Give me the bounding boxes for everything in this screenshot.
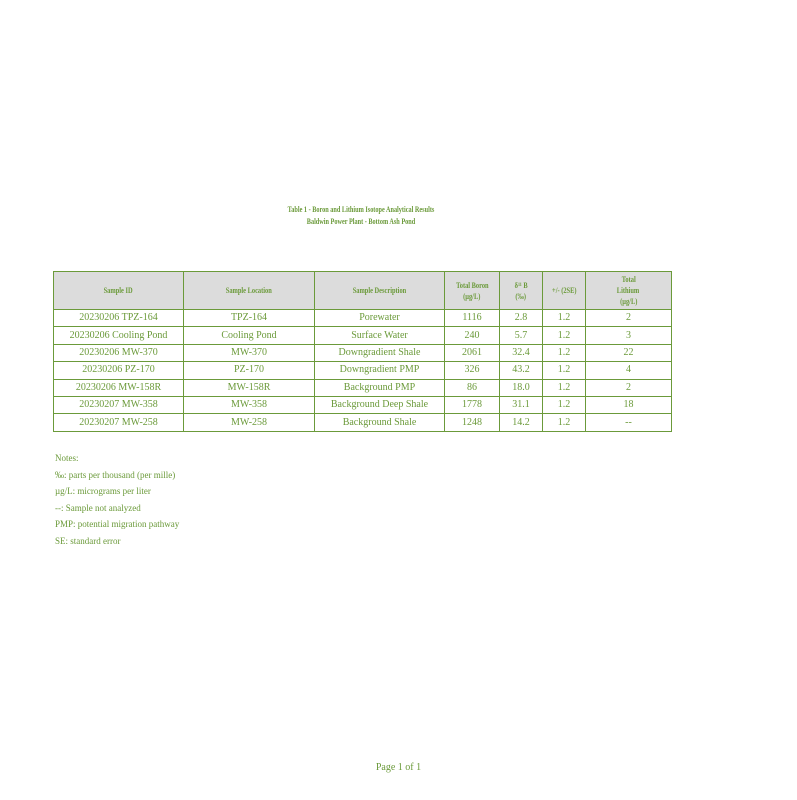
cell-delta: 5.7 xyxy=(500,327,543,344)
header-se: +/- (2SE) xyxy=(543,272,586,310)
cell-description: Background Deep Shale xyxy=(315,396,445,413)
cell-sample-id: 20230206 MW-158R xyxy=(54,379,184,396)
table-row xyxy=(54,362,672,379)
cell-se: 1.2 xyxy=(543,362,586,379)
cell-location: MW-158R xyxy=(184,379,315,396)
cell-delta: 14.2 xyxy=(500,414,543,431)
cell-location: MW-358 xyxy=(184,396,315,413)
cell-delta: 32.4 xyxy=(500,344,543,361)
cell-description: Background PMP xyxy=(315,379,445,396)
table-row xyxy=(54,396,672,413)
notes-heading: Notes: xyxy=(55,453,79,463)
cell-boron: 1778 xyxy=(445,396,500,413)
page-number: Page 1 of 1 xyxy=(375,762,422,773)
cell-lithium: 22 xyxy=(586,344,672,361)
cell-location: MW-370 xyxy=(184,344,315,361)
note-item: --: Sample not analyzed xyxy=(55,502,141,513)
cell-location: MW-258 xyxy=(184,414,315,431)
cell-location: PZ-170 xyxy=(184,362,315,379)
table-row xyxy=(54,327,672,344)
table-row xyxy=(54,310,672,327)
cell-sample-id: 20230206 PZ-170 xyxy=(54,362,184,379)
table-title-line1: Table 1 - Boron and Lithium Isotope Analytical Results xyxy=(287,205,435,214)
cell-sample-id: 20230206 MW-370 xyxy=(54,344,184,361)
cell-description: Downgradient Shale xyxy=(315,344,445,361)
notes-section xyxy=(55,450,179,549)
table-row xyxy=(54,344,672,361)
cell-description: Background Shale xyxy=(315,414,445,431)
cell-delta: 31.1 xyxy=(500,396,543,413)
cell-boron: 2061 xyxy=(445,344,500,361)
cell-se: 1.2 xyxy=(543,310,586,327)
cell-boron: 1248 xyxy=(445,414,500,431)
cell-description: Surface Water xyxy=(315,327,445,344)
cell-boron: 326 xyxy=(445,362,500,379)
cell-lithium: 18 xyxy=(586,396,672,413)
note-item: ‰: parts per thousand (per mille) xyxy=(55,469,176,480)
cell-se: 1.2 xyxy=(543,396,586,413)
cell-sample-id: 20230206 Cooling Pond xyxy=(54,327,184,344)
header-delta-boron: $\delta^{11}$ B (‰) xyxy=(500,272,543,310)
table-header-row xyxy=(54,272,672,310)
header-sample-description: Sample Description xyxy=(315,272,445,310)
cell-delta: 2.8 xyxy=(500,310,543,327)
results-table xyxy=(53,271,672,432)
cell-lithium: 2 xyxy=(586,310,672,327)
note-item: PMP: potential migration pathway xyxy=(55,519,180,529)
cell-lithium: 2 xyxy=(586,379,672,396)
cell-delta: 18.0 xyxy=(500,379,543,396)
cell-boron: 86 xyxy=(445,379,500,396)
table-title-line2: Baldwin Power Plant - Bottom Ash Pond xyxy=(306,217,416,226)
header-sample-id: Sample ID xyxy=(54,272,184,310)
note-item: SE: standard error xyxy=(55,535,121,546)
table-row xyxy=(54,379,672,396)
cell-description: Downgradient PMP xyxy=(315,362,445,379)
table-title xyxy=(79,204,642,228)
cell-se: 1.2 xyxy=(543,414,586,431)
cell-delta: 43.2 xyxy=(500,362,543,379)
cell-description: Porewater xyxy=(315,310,445,327)
cell-lithium: 3 xyxy=(586,327,672,344)
cell-se: 1.2 xyxy=(543,379,586,396)
note-item: µg/L: micrograms per liter xyxy=(55,486,151,496)
cell-sample-id: 20230207 MW-358 xyxy=(54,396,184,413)
cell-lithium: 4 xyxy=(586,362,672,379)
header-total-lithium: Total Lithium (µg/L) xyxy=(586,272,672,310)
cell-sample-id: 20230207 MW-258 xyxy=(54,414,184,431)
cell-se: 1.2 xyxy=(543,327,586,344)
cell-boron: 240 xyxy=(445,327,500,344)
cell-sample-id: 20230206 TPZ-164 xyxy=(54,310,184,327)
header-sample-location: Sample Location xyxy=(184,272,315,310)
cell-location: Cooling Pond xyxy=(184,327,315,344)
cell-location: TPZ-164 xyxy=(184,310,315,327)
cell-se: 1.2 xyxy=(543,344,586,361)
cell-lithium: -- xyxy=(586,414,672,431)
results-table-container xyxy=(53,271,640,435)
table-row xyxy=(54,414,672,431)
cell-boron: 1116 xyxy=(445,310,500,327)
header-total-boron: Total Boron (µg/L) xyxy=(445,272,500,310)
